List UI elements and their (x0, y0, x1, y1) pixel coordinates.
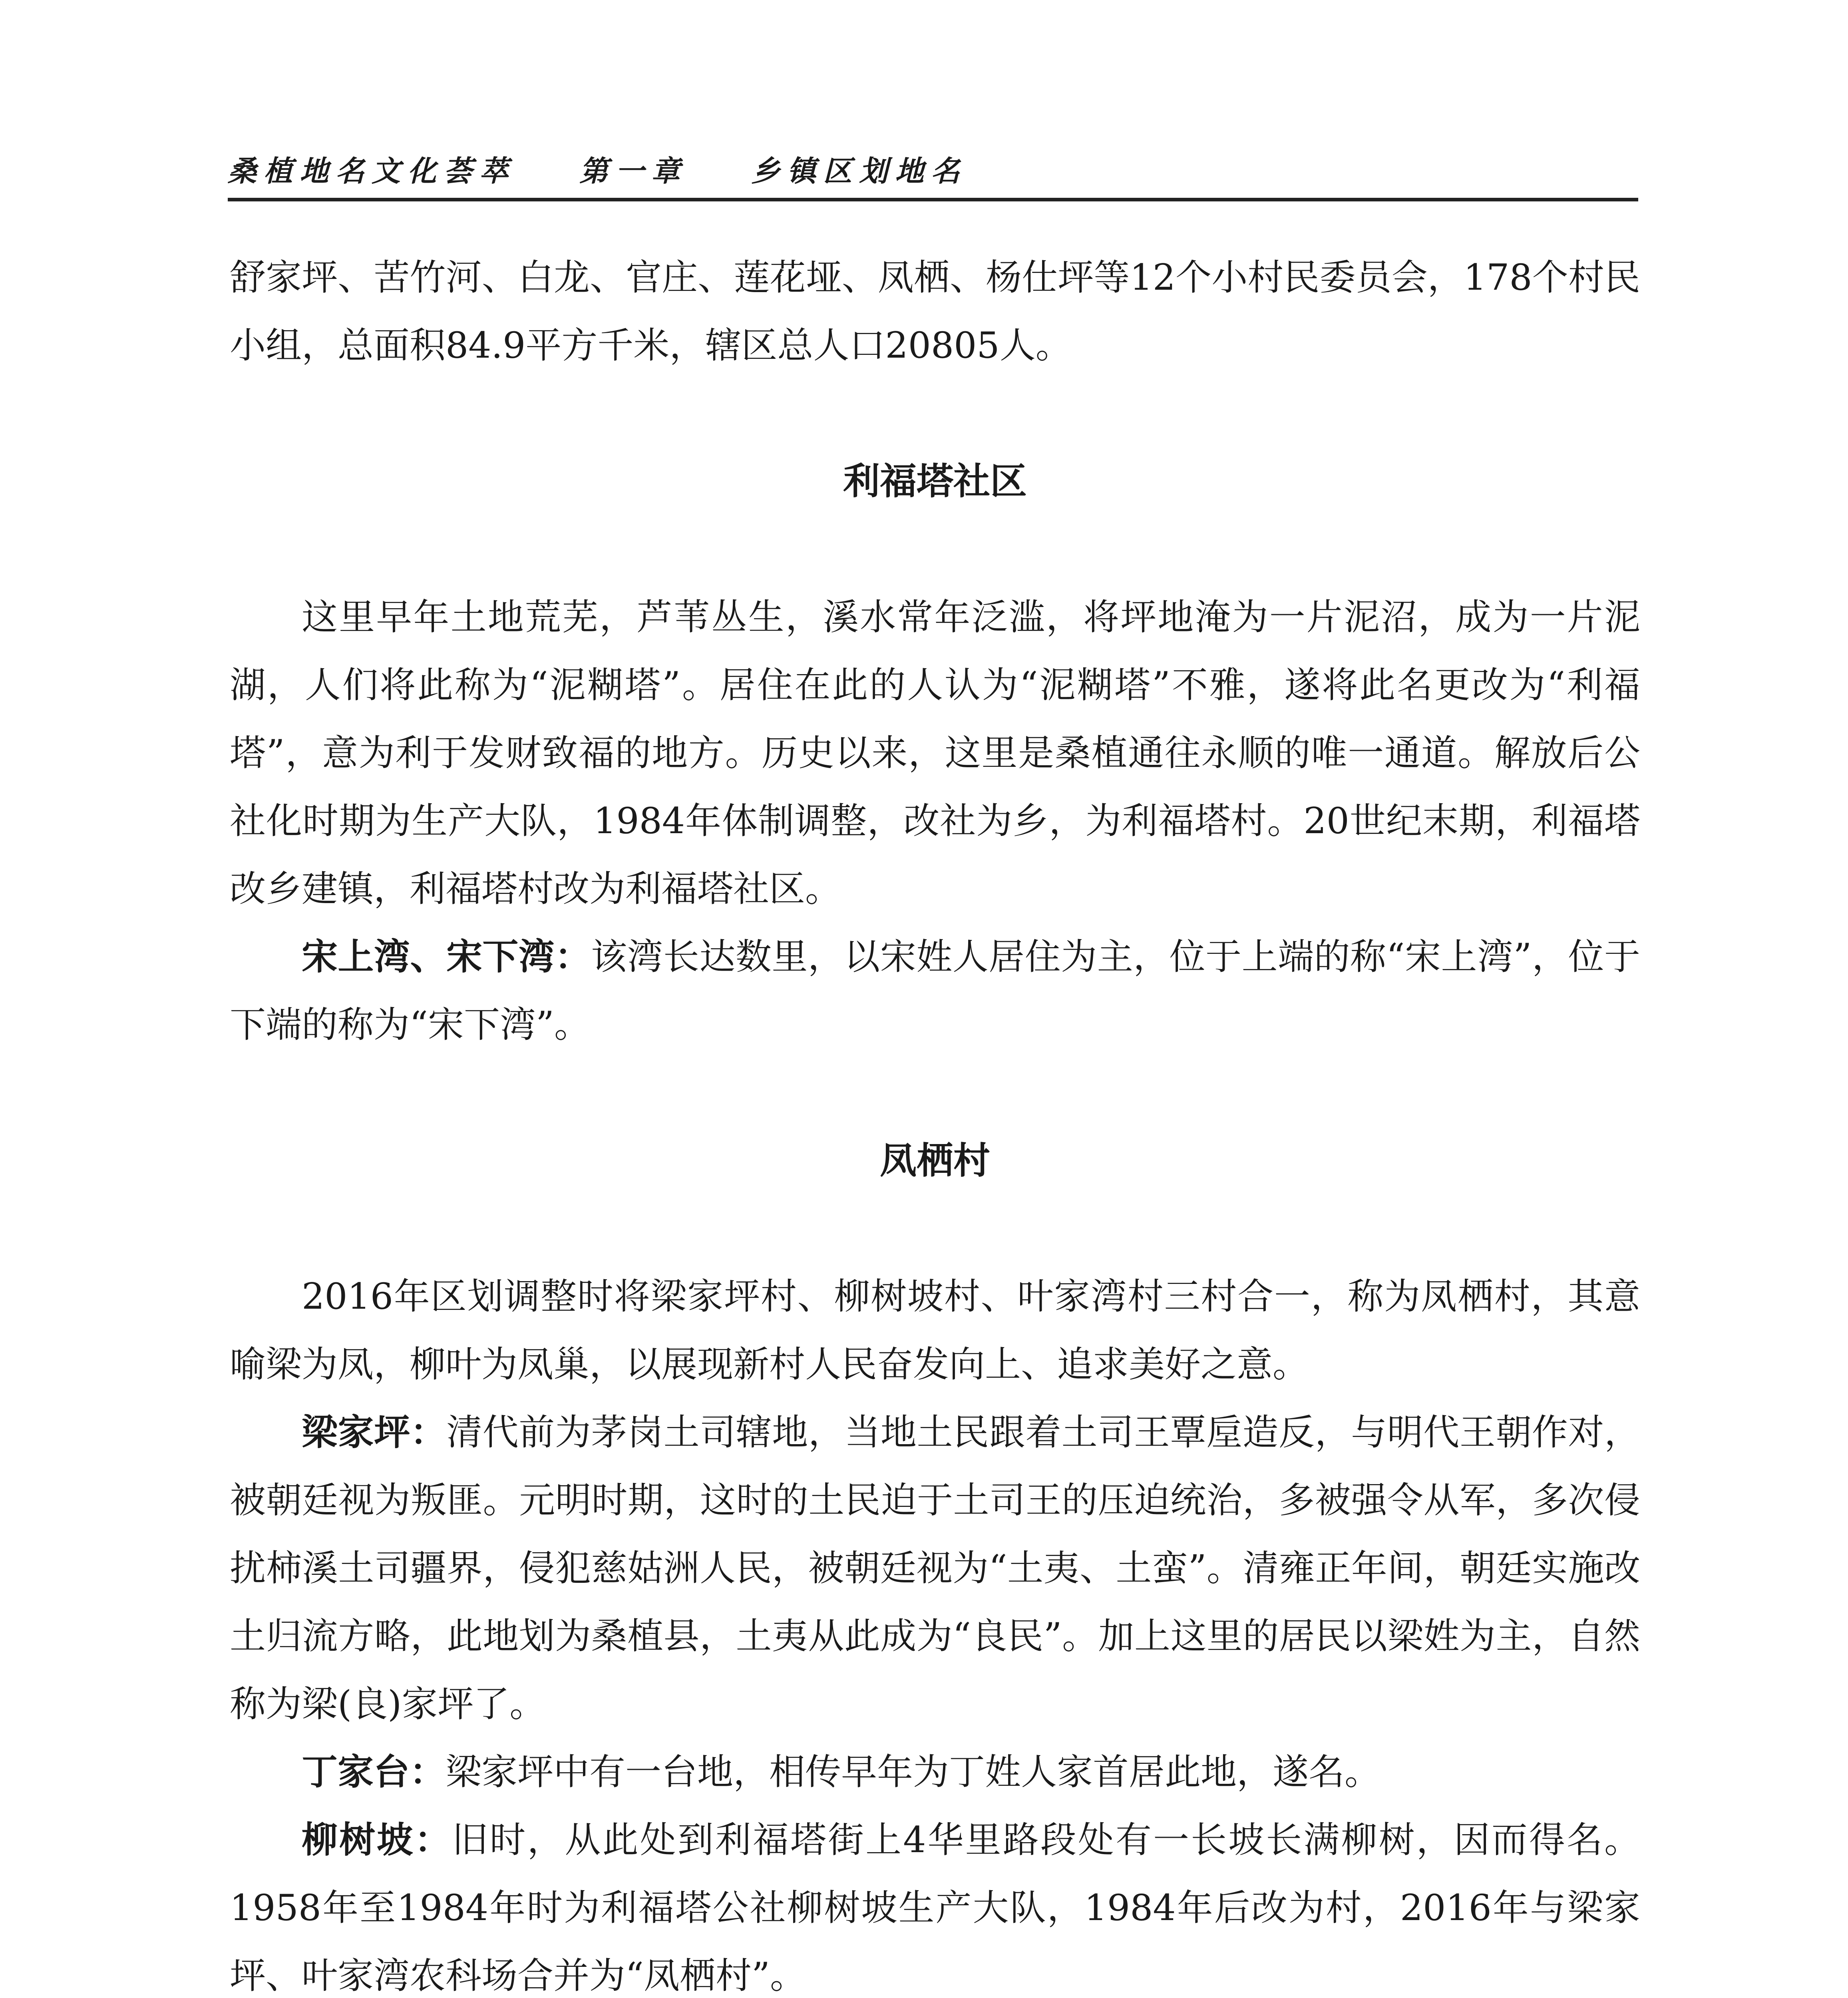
header-book-title: 桑植地名文化荟萃 (228, 154, 516, 188)
entry-term: 梁家坪： (302, 1411, 447, 1453)
entry-term: 宋上湾、宋下湾： (302, 936, 591, 978)
page-body (230, 244, 1640, 1998)
section-title: 利福塔社区 (843, 460, 1027, 503)
running-header (228, 148, 1638, 189)
header-rule (228, 198, 1638, 201)
entry-text: 这里早年土地荒芜，芦苇丛生，溪水常年泛滥，将坪地淹为一片泥沼，成为一片泥湖，人们将此称为“泥糊塔”。居住在此的人认为“泥糊塔”不雅，遂将此名更改为“利福塔”，意为利于发财致福的地方。历史以来，这里是桑植通往永顺的唯一通道。解放后公社化时期为生产大队，1984年体制调整，改社为乡，为利福塔村。20世纪末期，利福塔改乡建镇，利福塔村改为利福塔社区。 (230, 596, 1640, 910)
header-chapter-title: 乡镇区划地名 (751, 154, 967, 188)
entry-text: 旧时，从此处到利福塔街上4华里路段处有一长坡长满柳树，因而得名。1958年至1984年时为利福塔公社柳树坡生产大队，1984年后改为村，2016年与梁家坪、叶家湾农科场合并为“凤栖村”。 (230, 1819, 1640, 1997)
entry-term: 柳树坡： (302, 1819, 452, 1861)
entry-term: 丁家台： (302, 1751, 446, 1793)
entry-text: 2016年区划调整时将梁家坪村、柳树坡村、叶家湾村三村合一，称为凤栖村，其意喻梁为凤，柳叶为凤巢，以展现新村人民奋发向上、追求美好之意。 (230, 1276, 1640, 1385)
entry-text: 该湾长达数里，以宋姓人居住为主，位于上端的称“宋上湾”，位于下端的称为“宋下湾”。 (230, 936, 1640, 1046)
paragraph (230, 923, 1640, 1059)
paragraph (230, 1399, 1640, 1738)
paragraph (230, 1263, 1640, 1399)
paragraph (230, 1738, 1640, 1806)
intro-paragraph: 舒家坪、苦竹河、白龙、官庄、莲花垭、凤栖、杨仕坪等12个小村民委员会，178个村民小组，总面积84.9平方千米，辖区总人口20805人。 (230, 257, 1640, 366)
header-chapter: 第一章 (579, 154, 688, 188)
entry-text: 清代前为茅岗土司辖地，当地土民跟着土司王覃垕造反，与明代王朝作对，被朝廷视为叛匪。元明时期，这时的土民迫于土司王的压迫统治，多被强令从军，多次侵扰柿溪土司疆界，侵犯慈姑洲人民，被朝廷视为“土夷、土蛮”。清雍正年间，朝廷实施改土归流方略，此地划为桑植县，土夷从此成为“良民”。加上这里的居民以梁姓为主，自然称为梁(良)家坪了。 (230, 1411, 1641, 1725)
paragraph (230, 583, 1640, 923)
entry-text: 梁家坪中有一台地，相传早年为丁姓人家首居此地，遂名。 (446, 1751, 1381, 1793)
section-title: 凤栖村 (879, 1139, 990, 1182)
paragraph (230, 1806, 1640, 1998)
